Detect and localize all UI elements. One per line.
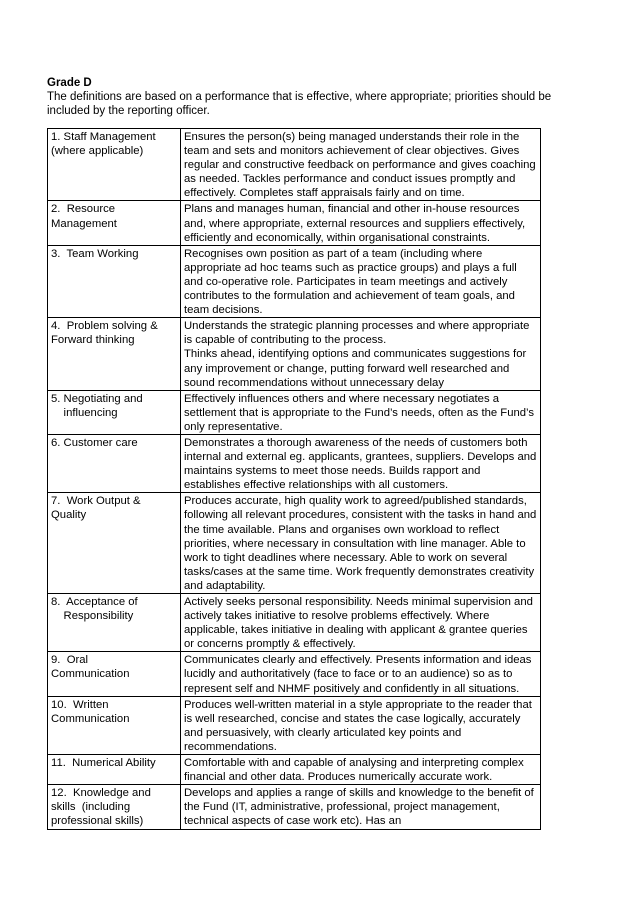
description-text: Recognises own position as part of a team (including where appropriate ad hoc teams such as practice groups) and plays a full and co-operative role. Participates in team meetings and actively contributes to the formulation and achievement of team goals, and team decisions. xyxy=(184,247,517,317)
competency-description xyxy=(181,594,541,652)
competency-label-line: 2. Resource xyxy=(51,203,116,216)
competency-description xyxy=(181,652,541,696)
description-text: Actively seeks personal responsibility. Needs minimal supervision and actively takes initiative to resolve problems effectively. Where applicable, takes initiative in dealing with applicant & grantee queries or concerns promptly & effectively. xyxy=(184,596,533,651)
grade-heading: Grade D xyxy=(47,77,92,89)
competency-label-line: Quality xyxy=(51,509,87,522)
competency-label-line: Management xyxy=(51,217,117,230)
competency-description xyxy=(181,318,541,390)
competency-label-line: 1. Staff Management xyxy=(51,131,156,143)
competency-table xyxy=(47,128,541,830)
competency-label-line: skills (including xyxy=(51,801,131,814)
competency-label-line: 5. Negotiating and xyxy=(51,392,143,405)
intro-paragraph: The definitions are based on a performance that is effective, where appropriate; priorities should be included by the reporting officer. xyxy=(47,91,552,117)
competency-label xyxy=(48,390,181,434)
table-row xyxy=(48,652,541,696)
table-row xyxy=(48,493,541,594)
competency-description xyxy=(181,785,541,829)
competency-label xyxy=(48,785,181,829)
description-text: Plans and manages human, financial and other in-house resources and, where appropriate, external resources and suppliers effectively, efficiently and economically, within organisational constraints. xyxy=(184,203,526,244)
competency-label xyxy=(48,434,181,492)
table-row xyxy=(48,245,541,317)
competency-label-line: 10. Written xyxy=(51,698,109,711)
competency-label-line: 11. Numerical Ability xyxy=(51,757,156,770)
competency-label xyxy=(48,245,181,317)
competency-label-line: influencing xyxy=(51,406,118,419)
table-row xyxy=(48,201,541,245)
description-text: Ensures the person(s) being managed understands their role in the team and sets and monitors achievement of clear objectives. Gives regular and constructive feedback on performance and gives coaching as needed. Tackles performance and conduct issues promptly and effectively. Completes staff appraisals fairly and on time. xyxy=(184,131,536,200)
description-text: Understands the strategic planning processes and where appropriate is capable of contributing to the process. xyxy=(184,320,530,347)
table-row xyxy=(48,696,541,754)
competency-label-line: 4. Problem solving & xyxy=(51,320,158,333)
table-row xyxy=(48,390,541,434)
competency-label xyxy=(48,755,181,785)
table-row xyxy=(48,318,541,390)
competency-label xyxy=(48,201,181,245)
description-text: Produces accurate, high quality work to agreed/published standards, following all relevant procedures, consistent with the tasks in hand and the time available. Plans and organises own workload to reflect priorities, where necessary in consultation with line manager. Able to work to tight deadlines where necessary. Able to work on several tasks/cases at the same time. Work frequently demonstrates creativity and adaptability. xyxy=(184,495,537,592)
description-text: Comfortable with and capable of analysing and interpreting complex financial and other data. Produces numerically accurate work. xyxy=(184,757,524,784)
competency-label-line: Responsibility xyxy=(51,610,134,623)
description-text: Communicates clearly and effectively. Presents information and ideas lucidly and authoritatively (face to face or to an audience) so as to represent self and NHMF positively and confidently in all situations. xyxy=(184,654,532,695)
competency-label xyxy=(48,493,181,594)
competency-description xyxy=(181,434,541,492)
competency-label-line: professional skills) xyxy=(51,815,144,828)
competency-label-line: (where applicable) xyxy=(51,145,144,158)
table-row xyxy=(48,785,541,829)
competency-description xyxy=(181,245,541,317)
competency-label-line: 8. Acceptance of xyxy=(51,596,138,608)
competency-label-line: Communication xyxy=(51,712,130,725)
competency-label-line: 7. Work Output & xyxy=(51,495,141,508)
table-row xyxy=(48,594,541,652)
competency-description xyxy=(181,493,541,594)
competency-label-line: 12. Knowledge and xyxy=(51,787,151,800)
table-row xyxy=(48,129,541,201)
competency-label-line: Forward thinking xyxy=(51,334,135,347)
description-text: Thinks ahead, identifying options and communicates suggestions for any improvement or change, putting forward well researched and sound recommendations without unnecessary delay xyxy=(184,348,527,389)
description-text: Produces well-written material in a style appropriate to the reader that is well researched, concise and states the case logically, accurately and persuasively, with clearly articulated key points and recommendations. xyxy=(184,698,532,753)
competency-description xyxy=(181,390,541,434)
competency-description xyxy=(181,129,541,201)
competency-description xyxy=(181,755,541,785)
document-page xyxy=(47,76,592,830)
competency-label xyxy=(48,318,181,390)
competency-label-line: 3. Team Working xyxy=(51,247,139,260)
table-row xyxy=(48,434,541,492)
description-text: Demonstrates a thorough awareness of the needs of customers both internal and external eg. applicants, grantees, suppliers. Develops and maintains systems to meet those needs. Builds rapport and establishes effective relationships with all customers. xyxy=(184,436,537,492)
table-row xyxy=(48,755,541,785)
competency-label-line: 6. Customer care xyxy=(51,436,138,449)
competency-description xyxy=(181,696,541,754)
competency-label xyxy=(48,696,181,754)
competency-label xyxy=(48,594,181,652)
competency-label xyxy=(48,129,181,201)
description-text: Develops and applies a range of skills and knowledge to the benefit of the Fund (IT, administrative, professional, project management, technical aspects of case work etc). Has an xyxy=(184,787,534,828)
competency-label-line: 9. Oral xyxy=(51,654,89,667)
competency-description xyxy=(181,201,541,245)
competency-label xyxy=(48,652,181,696)
competency-label-line: Communication xyxy=(51,668,130,681)
description-text: Effectively influences others and where necessary negotiates a settlement that is appropriate to the Fund’s needs, often as the Fund’s only representative. xyxy=(184,392,535,433)
